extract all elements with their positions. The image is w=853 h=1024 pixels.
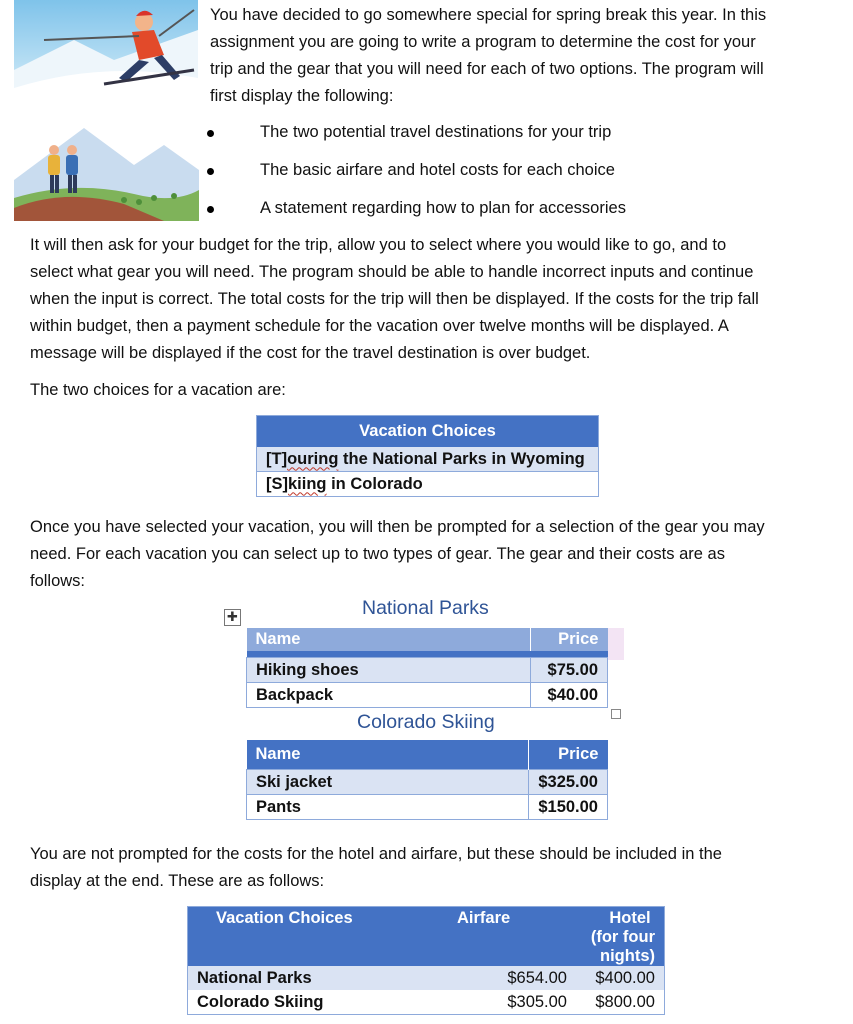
row-bracket: [S] — [266, 474, 288, 493]
gear-intro-line: Once you have selected your vacation, you will then be prompted for a selection of the gear you may — [30, 518, 765, 536]
gear-name-cell: Pants — [247, 795, 529, 820]
hotel-cell: $800.00 — [595, 992, 655, 1011]
intro-line: trip and the gear that you will need for each of two options. The program will — [210, 60, 764, 78]
para2-line: when the input is correct. The total costs for the trip will then be displayed. If the costs for the trip fall — [30, 290, 759, 308]
gear-intro-line: need. For each vacation you can select up to two types of gear. The gear and their costs are as — [30, 545, 725, 563]
gear-table-title: Colorado Skiing — [357, 711, 495, 733]
gear-price-cell: $40.00 — [530, 683, 608, 708]
bullet-dot — [207, 130, 214, 137]
choice-cell: Colorado Skiing — [197, 992, 324, 1011]
vacation-choices-table — [256, 415, 599, 497]
row-bracket: [T] — [266, 449, 288, 468]
col-airfare-header: Airfare — [457, 909, 511, 927]
col-price-header: Price — [530, 628, 608, 651]
gear-intro-line: follows: — [30, 572, 86, 590]
cell-highlight — [608, 628, 624, 660]
table-resize-handle-icon[interactable] — [611, 709, 621, 719]
row-text: in Colorado — [326, 474, 423, 493]
table-row — [257, 472, 599, 497]
para2-line: message will be displayed if the cost for the travel destination is over budget. — [30, 344, 591, 362]
intro-line: assignment you are going to write a program to determine the cost for your — [210, 33, 756, 51]
airfare-cell: $305.00 — [507, 992, 567, 1011]
para2-line: within budget, then a payment schedule for the vacation over twelve months will be displayed. A — [30, 317, 729, 335]
choices-intro: The two choices for a vacation are: — [30, 381, 286, 399]
bullet-item: The basic airfare and hotel costs for each choice — [260, 161, 615, 179]
hikers-image — [14, 120, 199, 221]
airfare-hotel-table — [187, 906, 665, 1015]
gear-price-cell: $150.00 — [529, 795, 608, 820]
choice-cell: National Parks — [197, 968, 312, 987]
hotel-cell: $400.00 — [595, 968, 655, 987]
intro-line: You have decided to go somewhere special for spring break this year. In this — [210, 6, 767, 24]
skier-image — [14, 0, 198, 101]
row-text: the National Parks in Wyoming — [338, 449, 585, 468]
hotel-sublabel: (for four nights) — [590, 928, 655, 965]
para2-line: select what gear you will need. The program should be able to handle incorrect inputs and continue — [30, 263, 754, 281]
costs-intro-line: display at the end. These are as follows: — [30, 872, 325, 890]
gear-name-cell: Hiking shoes — [247, 658, 531, 683]
row-squiggle: ouring — [287, 449, 339, 468]
row-squiggle: kiing — [288, 474, 327, 493]
bullet-item: The two potential travel destinations for your trip — [260, 123, 612, 141]
table-move-handle-icon[interactable]: ✚ — [224, 609, 241, 626]
gear-table-title: National Parks — [362, 597, 489, 619]
costs-intro-line: You are not prompted for the costs for the hotel and airfare, but these should be included in the — [30, 845, 722, 863]
col-hotel-header — [576, 907, 665, 967]
gear-price-cell: $325.00 — [529, 770, 608, 795]
national-parks-gear-table — [246, 628, 608, 708]
table-row — [257, 447, 599, 472]
col-vacation-header: Vacation Choices — [216, 909, 353, 927]
colorado-skiing-gear-table — [246, 740, 608, 820]
bullet-dot — [207, 206, 214, 213]
col-name-header: Name — [247, 628, 531, 651]
table-header: Vacation Choices — [359, 422, 496, 440]
hotel-label: Hotel — [609, 909, 651, 927]
para2-line: It will then ask for your budget for the trip, allow you to select where you would like to go, and to — [30, 236, 727, 254]
gear-price-cell: $75.00 — [530, 658, 608, 683]
bullet-item: A statement regarding how to plan for accessories — [260, 199, 626, 217]
gear-name-cell: Backpack — [247, 683, 531, 708]
col-price-header: Price — [529, 740, 608, 770]
gear-name-cell: Ski jacket — [247, 770, 529, 795]
bullet-dot — [207, 168, 214, 175]
airfare-cell: $654.00 — [507, 968, 567, 987]
col-name-header: Name — [255, 745, 301, 763]
intro-line: first display the following: — [210, 87, 394, 105]
